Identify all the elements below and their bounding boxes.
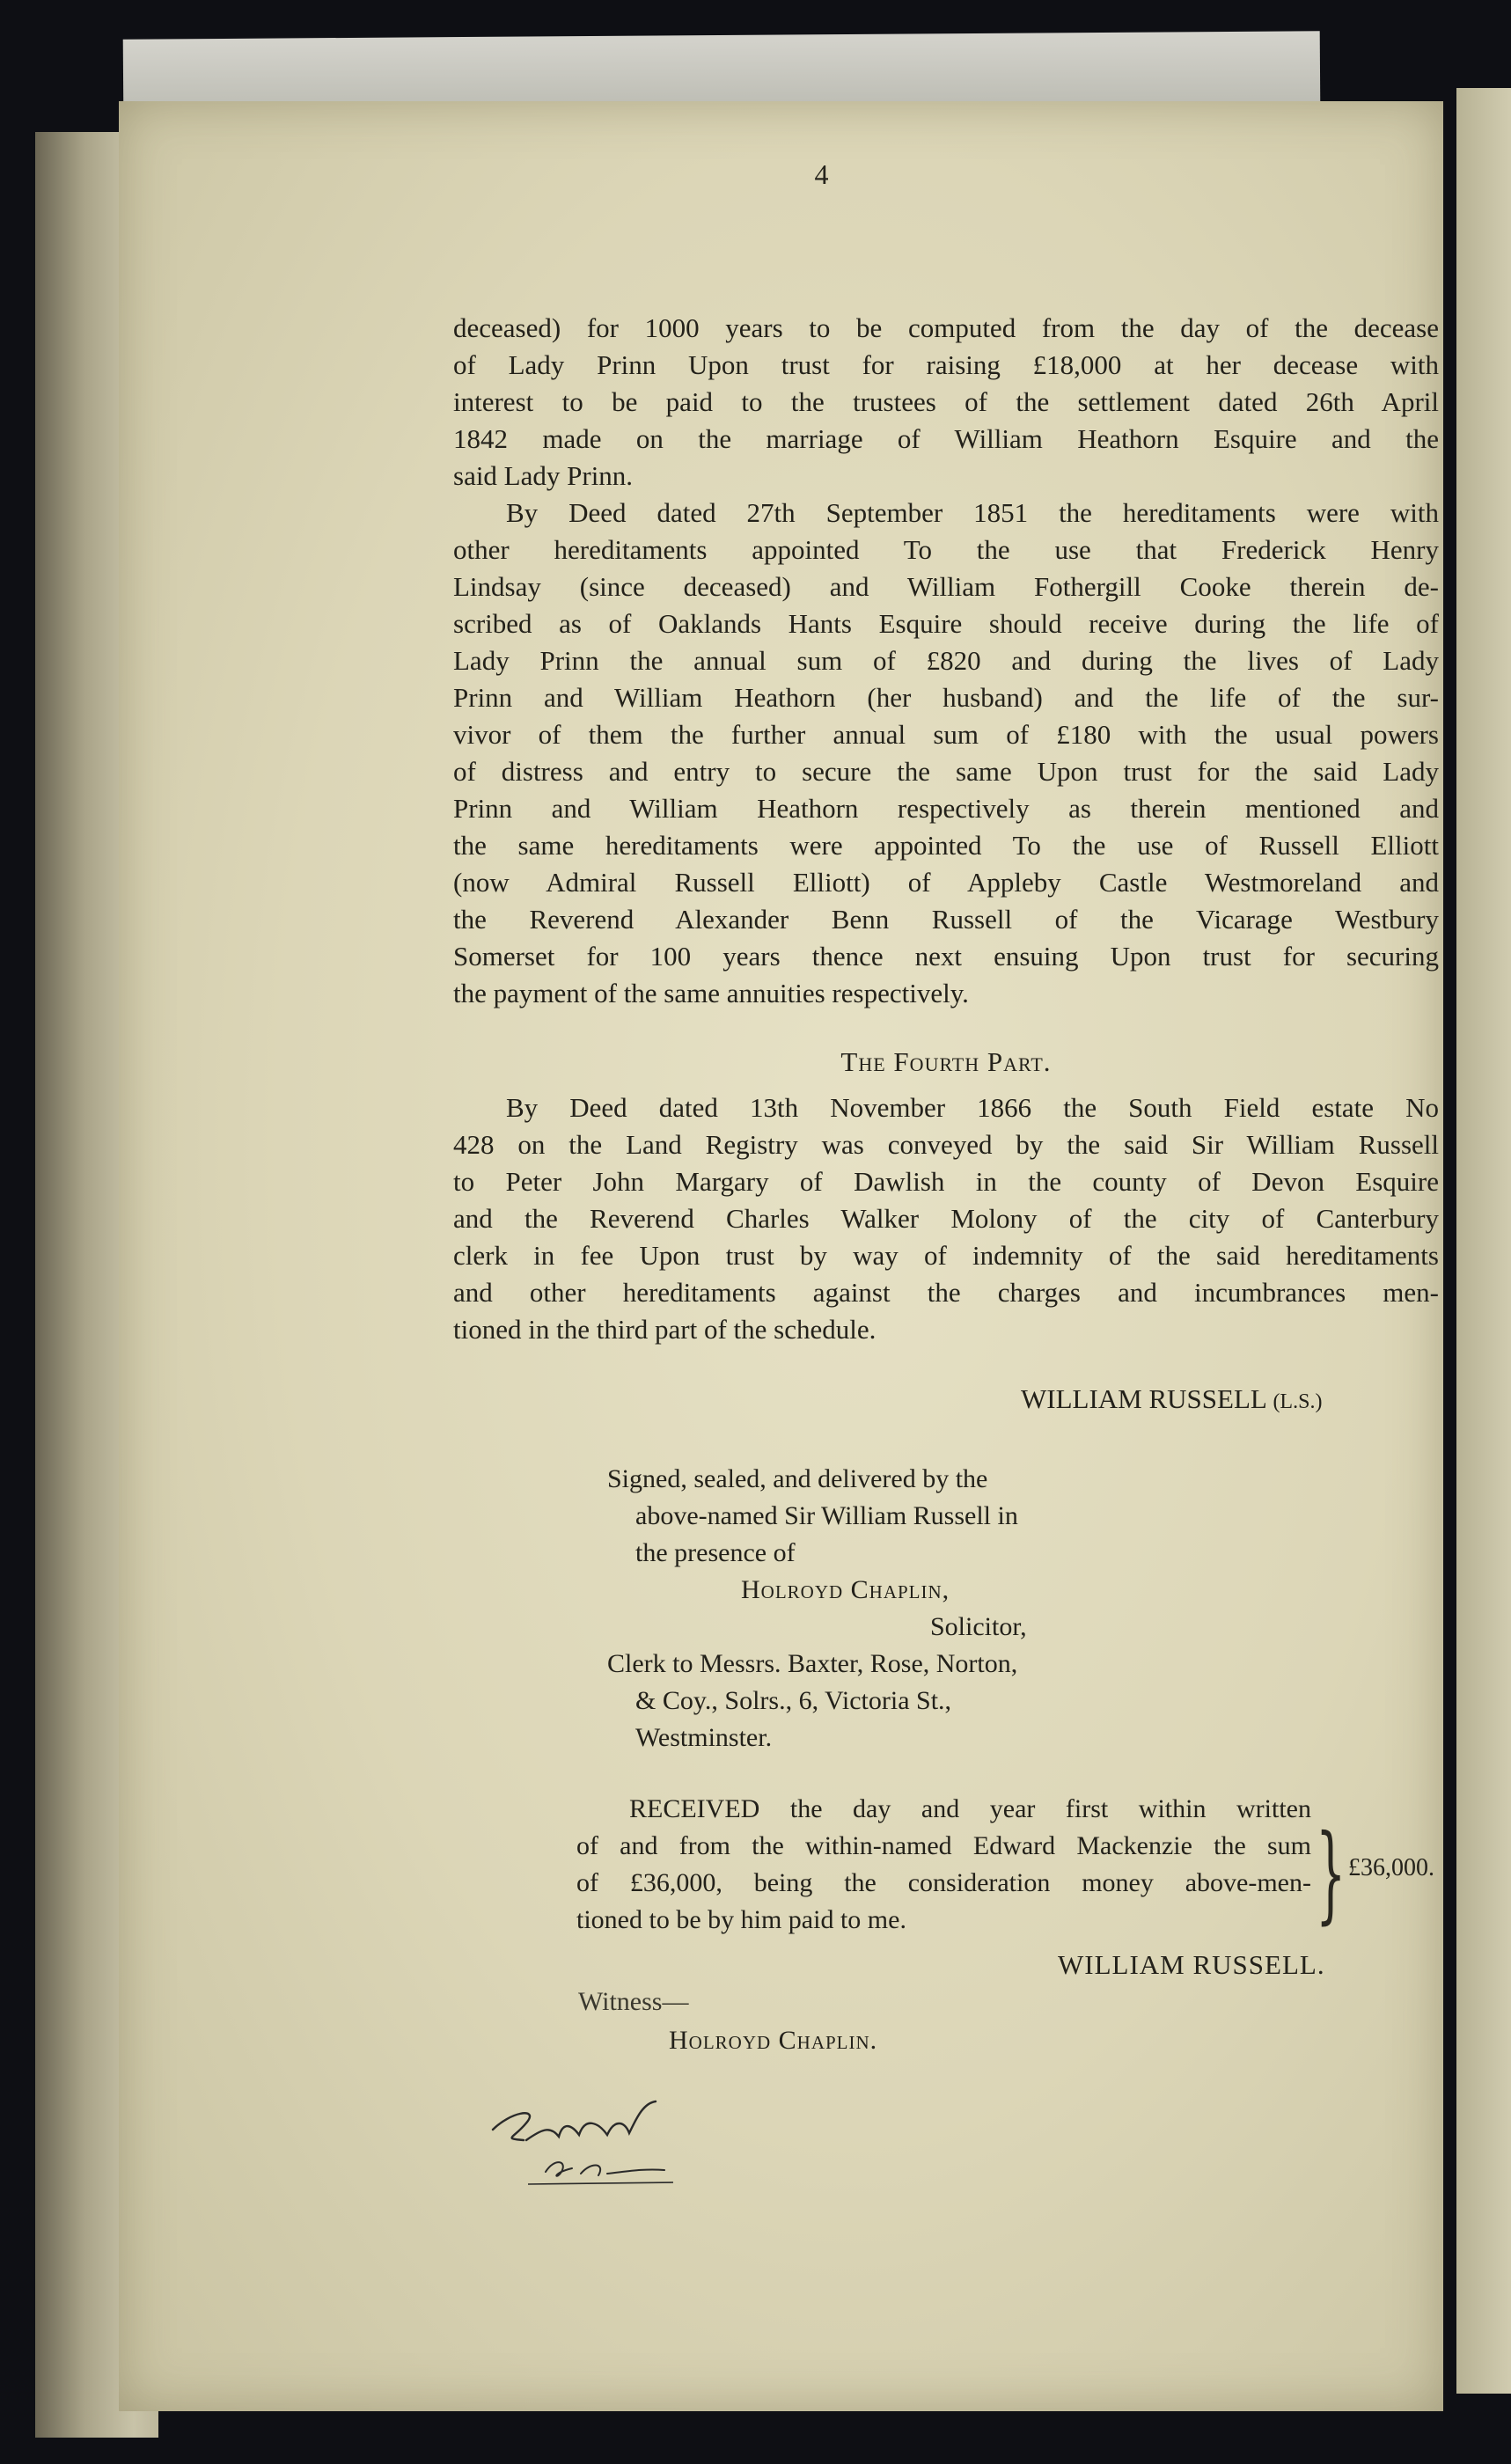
signature-block [1021, 1383, 1322, 1415]
text-line: to Peter John Margary of Dawlish in the county of Devon Esquire [453, 1166, 1439, 1197]
facing-page-edge [1456, 88, 1511, 2394]
brace-mark: } [1316, 1813, 1346, 1935]
text-line: 1842 made on the marriage of William Heathorn Esquire and the [453, 423, 1439, 454]
text-line: tioned in the third part of the schedule. [453, 1314, 877, 1345]
attestation-clause [607, 1461, 1109, 1756]
text-line: Lindsay (since deceased) and William Fothergill Cooke therein de- [453, 571, 1439, 602]
address-line: Westminster. [635, 1723, 773, 1752]
address-line: & Coy., Solrs., 6, Victoria St., [635, 1686, 952, 1715]
text-line: and the Reverend Charles Walker Molony of the city of Canterbury [453, 1203, 1439, 1234]
paragraph-3 [453, 1089, 1439, 1348]
text-line: the same hereditaments were appointed To the use of Russell Elliott [453, 830, 1439, 861]
witness-title: Solicitor, [930, 1612, 1027, 1641]
section-heading: The Fourth Part. [840, 1046, 1052, 1077]
text-line: clerk in fee Upon trust by way of indemnity of the said hereditaments [453, 1240, 1439, 1271]
body-text [453, 310, 1439, 1348]
text-line: 428 on the Land Registry was conveyed by the said Sir William Russell [453, 1129, 1439, 1160]
paragraph-2 [453, 495, 1439, 1012]
handwritten-annotation [475, 2077, 686, 2191]
text-line: scribed as of Oaklands Hants Esquire should receive during the life of [453, 608, 1439, 639]
text-line: interest to be paid to the trustees of the settlement dated 26th April [453, 386, 1439, 417]
text-line: (now Admiral Russell Elliott) of Appleby Castle Westmoreland and [453, 867, 1439, 898]
attestation-line: above-named Sir William Russell in [635, 1501, 1018, 1530]
text-line: Prinn and William Heathorn respectively as therein mentioned and [453, 793, 1439, 824]
receipt-line: of and from the within-named Edward Mackenzie the sum [576, 1831, 1311, 1860]
witness-name: Holroyd Chaplin, [741, 1575, 950, 1604]
address-line: Clerk to Messrs. Baxter, Rose, Norton, [607, 1649, 1018, 1678]
text-line: the Reverend Alexander Benn Russell of the Vicarage Westbury [453, 904, 1439, 935]
signatory-name: WILLIAM RUSSELL [1021, 1383, 1266, 1414]
receipt-witness-name: Holroyd Chaplin. [669, 2026, 878, 2055]
text-line: said Lady Prinn. [453, 460, 634, 491]
attestation-line: Signed, sealed, and delivered by the [607, 1464, 988, 1493]
paragraph-1 [453, 310, 1439, 495]
receipt-signature: WILLIAM RUSSELL. [1058, 1949, 1325, 1980]
text-line: the payment of the same annuities respectively. [453, 978, 969, 1008]
text-line: and other hereditaments against the charges and incumbrances men- [453, 1277, 1439, 1308]
receipt-line: RECEIVED the day and year first within written [629, 1794, 1311, 1823]
page-number: 4 [814, 158, 829, 190]
text-line: other hereditaments appointed To the use that Frederick Henry [453, 534, 1439, 565]
witness-label: Witness— [578, 1987, 689, 2016]
text-line: Prinn and William Heathorn (her husband) and the life of the sur- [453, 682, 1439, 713]
text-line: vivor of them the further annual sum of £180 with the usual powers [453, 719, 1439, 750]
seal-mark: (L.S.) [1273, 1390, 1323, 1413]
text-line: of Lady Prinn Upon trust for raising £18,000 at her decease with [453, 349, 1439, 380]
attestation-line: the presence of [635, 1538, 796, 1567]
receipt-line: tioned to be by him paid to me. [576, 1905, 906, 1934]
receipt-amount: £36,000. [1348, 1854, 1434, 1881]
receipt-line: of £36,000, being the consideration money above-men- [576, 1868, 1311, 1897]
text-line: Lady Prinn the annual sum of £820 and during the lives of Lady [453, 645, 1439, 676]
text-line: deceased) for 1000 years to be computed from the day of the decease [453, 312, 1439, 343]
receipt-clause [576, 1791, 1311, 1939]
text-line: Somerset for 100 years thence next ensuing Upon trust for securing [453, 941, 1439, 972]
text-line: By Deed dated 13th November 1866 the South Field estate No [506, 1092, 1439, 1123]
text-line: By Deed dated 27th September 1851 the hereditaments were with [506, 497, 1439, 528]
text-line: of distress and entry to secure the same Upon trust for the said Lady [453, 756, 1439, 787]
